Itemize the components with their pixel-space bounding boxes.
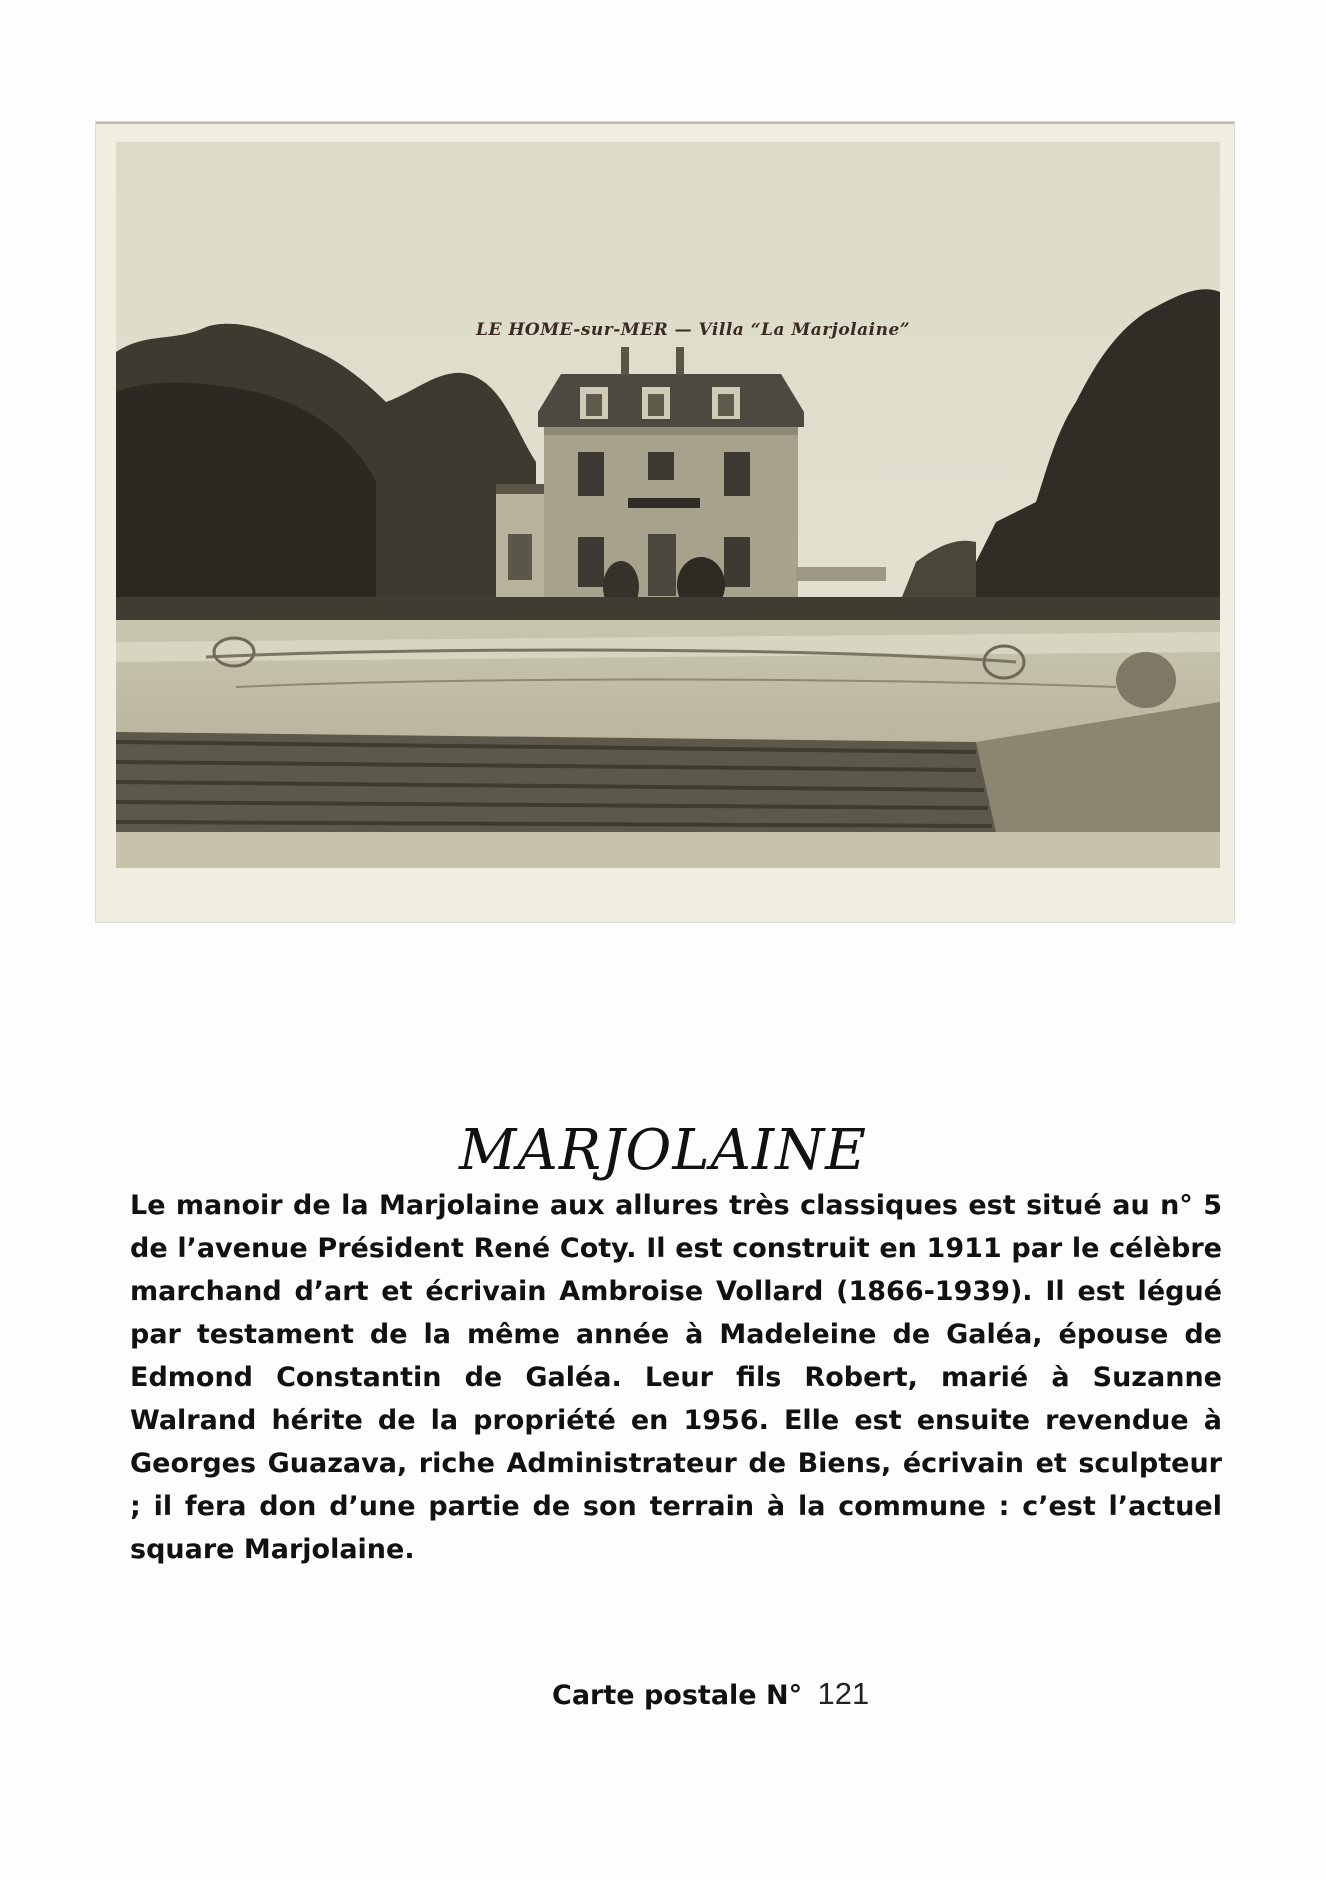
page-title: MARJOLAINE (459, 1118, 867, 1183)
postcard-number-label: Carte postale N° (552, 1680, 803, 1711)
postcard-photo (96, 122, 1234, 922)
postcard-number-line (552, 1676, 869, 1712)
villa-photograph (116, 142, 1220, 868)
description-paragraph: Le manoir de la Marjolaine aux allures très classiques est situé au n° 5 de l’avenue Président René Coty. Il est construit en 1911 par le célèbre marchand d’art et écrivain Ambroise Vollard (1866-1939). Il est légué par testament de la même année à Madeleine de Galéa, épouse de Edmond Constantin de Galéa. Leur fils Robert, marié à Suzanne Walrand hérite de la propriété en 1956. Elle est ensuite revendue à Georges Guazava, riche Administrateur de Biens, écrivain et sculpteur ; il fera don d’une partie de son terrain à la commune : c’est l’actuel square Marjolaine. (130, 1190, 1222, 1565)
postcard-number: 121 (817, 1676, 870, 1711)
postcard-caption: LE HOME-sur-MER — Villa “La Marjolaine” (476, 320, 911, 340)
